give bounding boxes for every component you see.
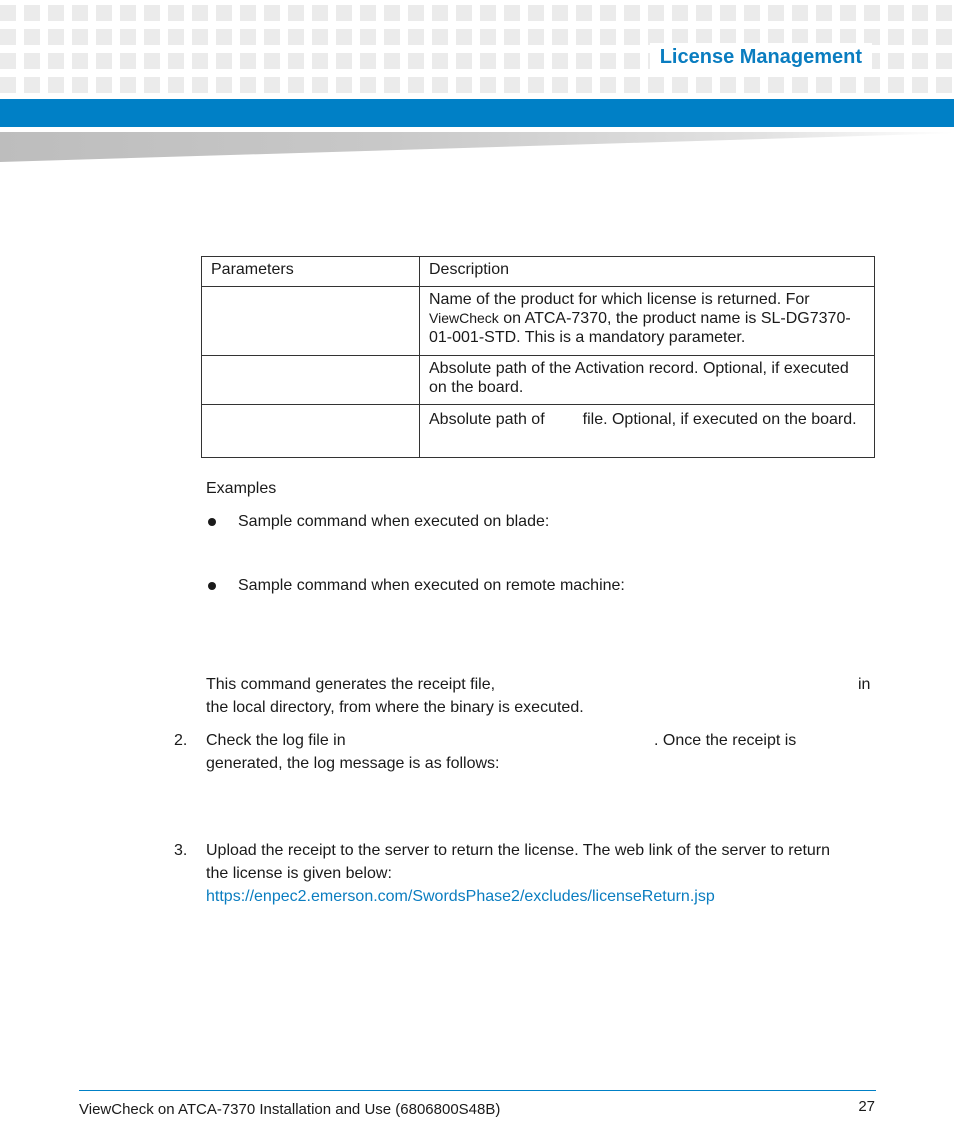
desc-text: on ATCA-7370, the product name is SL-DG7370-01-001-STD. This is a mandatory parameter.	[429, 310, 851, 346]
step-3-text-line2: the license is given below:	[206, 865, 392, 882]
bullet-dot-icon	[208, 582, 216, 590]
desc-text: Absolute path of	[429, 411, 545, 428]
footer-doc-title: ViewCheck on ATCA-7370 Installation and Use (6806800S48B)	[79, 1101, 501, 1118]
table-cell-desc	[420, 287, 875, 356]
footer-page-number: 27	[858, 1098, 875, 1115]
table-cell-param	[202, 405, 420, 458]
step-2-text-b: . Once the receipt is	[654, 732, 797, 749]
bullet-blade: Sample command when executed on blade:	[238, 513, 550, 530]
header-blue-bar	[0, 99, 954, 127]
license-return-link-row	[206, 885, 715, 908]
bullet-remote: Sample command when executed on remote machine:	[238, 577, 625, 594]
desc-text: file. Optional, if executed on the board.	[582, 411, 857, 428]
table-cell-param	[202, 356, 420, 405]
receipt-text: This command generates the receipt file,	[206, 676, 496, 693]
license-return-link[interactable]: https://enpec2.emerson.com/SwordsPhase2/excludes/licenseReturn.jsp	[206, 888, 715, 905]
step-3-number: 3.	[174, 842, 188, 859]
table-row	[202, 405, 875, 458]
desc-text: Name of the product for which license is returned. For	[429, 291, 810, 308]
examples-label: Examples	[206, 480, 277, 497]
step-2-text-line2: generated, the log message is as follows:	[206, 755, 500, 772]
table-row	[202, 356, 875, 405]
footer-divider	[79, 1090, 876, 1091]
receipt-text-in: in	[858, 676, 871, 693]
parameters-table	[201, 256, 875, 458]
table-header-row	[202, 257, 875, 287]
table-header-parameters: Parameters	[202, 257, 420, 287]
section-title: License Management	[650, 43, 872, 71]
header-grey-wedge	[0, 132, 954, 162]
bullet-dot-icon	[208, 518, 216, 526]
step-3-text: Upload the receipt to the server to return the license. The web link of the server to return	[206, 842, 831, 859]
table-cell-desc	[420, 405, 875, 458]
receipt-text-line2: the local directory, from where the binary is executed.	[206, 699, 584, 716]
table-cell-desc: Absolute path of the Activation record. Optional, if executed on the board.	[420, 356, 875, 405]
product-name-small: ViewCheck	[429, 310, 499, 326]
step-2-text: Check the log file in	[206, 732, 346, 749]
table-cell-param	[202, 287, 420, 356]
step-2-number: 2.	[174, 732, 188, 749]
table-header-description: Description	[420, 257, 875, 287]
table-row	[202, 287, 875, 356]
